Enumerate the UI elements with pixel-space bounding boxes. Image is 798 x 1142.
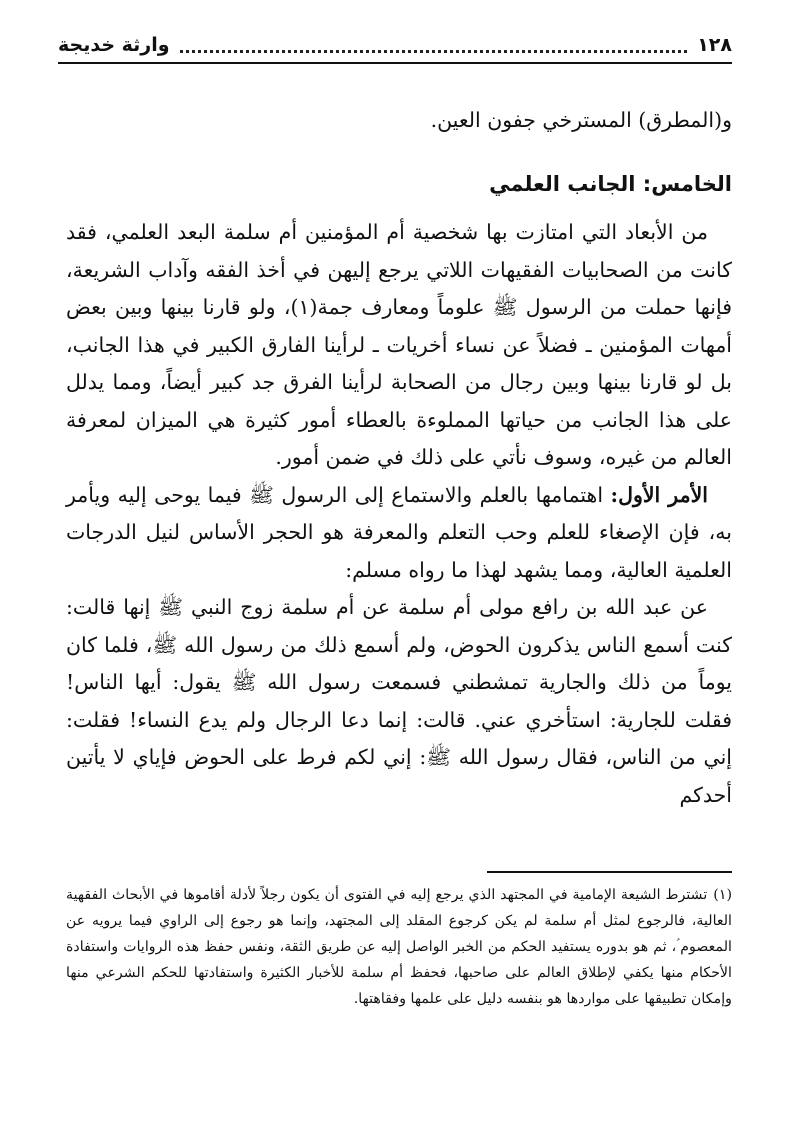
paragraph-2-lead: الأمر الأول: — [610, 482, 708, 507]
footnote-text: تشترط الشيعة الإمامية في المجتهد الذي يرجع إليه في الفتوى أن يكون رجلاً لأدلة أقاموها في الأبحاث الفقهية العالية، فالرجوع لمثل أم سلمة لم يكن كرجوع المقلد إلى المجتهد، وإنما هو رجوع إلى الراوي فيما يرويه عن المعصوم ؑ، ثم هو بدوره يستفيد الحكم من الخبر الواصل إليه عن طريق الثقة، ونفس حفظ هذه الروايات واستفادة الأحكام منها يكفي لإطلاق العالم على صاحبها، فحفظ أم سلمة للأخبار الكثيرة واستفادتها للحكم الشرعي منها وإمكان تطبيقها على مواردها هو بنفسه دليل على علمها وفقاهتها. — [66, 887, 732, 1007]
header-rule — [58, 62, 732, 64]
opening-line: و(المطرق) المسترخي جفون العين. — [430, 108, 732, 132]
running-title: وارثة خديجة — [58, 34, 170, 56]
body-text — [66, 214, 732, 814]
paragraph-3 — [66, 589, 732, 814]
page-number: ١٢٨ — [697, 34, 732, 56]
paragraph-3-text: عن عبد الله بن رافع مولى أم سلمة عن أم سلمة زوج النبي ﷺ إنها قالت: كنت أسمع الناس يذكرون الحوض، ولم أسمع ذلك من رسول الله ﷺ، فلما كان يوماً من ذلك والجارية تمشطني فسمعت رسول الله ﷺ يقول: أيها الناس! فقلت للجارية: استأخري عني. قالت: إنما دعا الرجال ولم يدع النساء! فقلت: إني من الناس، فقال رسول الله ﷺ: إني لكم فرط على الحوض فإياي لا يأتين أحدكم — [66, 595, 732, 807]
paragraph-1 — [66, 214, 732, 477]
footnote-marker: (١) — [713, 887, 732, 903]
section-heading: الخامس: الجانب العلمي — [489, 172, 732, 196]
header-leader-dots — [180, 42, 688, 53]
page-header — [58, 30, 732, 60]
paragraph-2 — [66, 477, 732, 590]
footnote-rule — [487, 871, 732, 873]
paragraph-1-text: من الأبعاد التي امتازت بها شخصية أم المؤمنين أم سلمة البعد العلمي، فقد كانت من الصحابيات الفقيهات اللاتي يرجع إليهن في أخذ الفقه وآداب الشريعة، فإنها حملت من الرسول ﷺ علوماً ومعارف جمة(١)، ولو قارنا بينها وبين بعض أمهات المؤمنين ـ فضلاً عن نساء أخريات ـ لرأينا الفارق الكبير في هذا الجانب، بل لو قارنا بينها وبين رجال من الصحابة لرأينا الفرق جد كبير أيضاً، ومما يدلل على هذا الجانب من حياتها المملوءة بالعطاء أمور كثيرة هي الميزان لمعرفة العالم من غيره، وسوف نأتي على ذلك في ضمن أمور. — [66, 220, 732, 469]
paragraph-2-text: اهتمامها بالعلم والاستماع إلى الرسول ﷺ فيما يوحى إليه ويأمر به، فإن الإصغاء للعلم وحب التعلم والمعرفة هو الحجر الأساس لنيل الدرجات العلمية العالية، ومما يشهد لهذا ما رواه مسلم: — [66, 482, 732, 582]
footnote — [66, 882, 732, 1012]
